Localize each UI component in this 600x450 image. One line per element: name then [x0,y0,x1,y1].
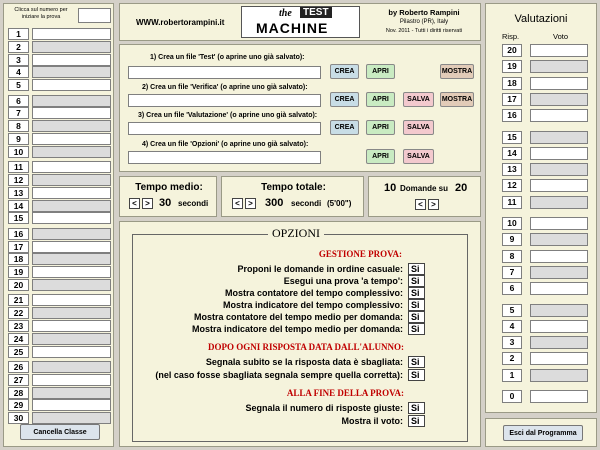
question-field[interactable] [32,161,111,173]
tempo-medio-increase[interactable]: > [142,198,153,209]
valutazione-apri-button[interactable]: APRI [366,120,395,135]
option-indicatore-complessivo-value[interactable]: Si [408,299,425,311]
voto-field[interactable] [530,233,588,246]
question-field[interactable] [32,266,111,278]
option-indicatore-medio-value[interactable]: Si [408,323,425,335]
domande-panel [368,176,481,217]
tempo-totale-increase[interactable]: > [245,198,256,209]
test-file-path[interactable] [128,66,321,79]
voto-field[interactable] [530,163,588,176]
question-number-button[interactable]: 15 [8,212,29,224]
risp-column-header: Risp. [502,32,520,41]
domande-decrease[interactable]: < [415,199,426,210]
tempo-totale-unit: secondi [291,199,322,208]
question-field[interactable] [32,253,111,265]
voto-field[interactable] [530,352,588,365]
score-label: 18 [502,77,522,90]
option-indicatore-complessivo-label: Mostra indicatore del tempo complessivo: [222,300,403,310]
question-number-button[interactable]: 14 [8,200,29,212]
question-number-button[interactable]: 8 [8,120,29,132]
tempo-totale-decrease[interactable]: < [232,198,243,209]
question-number-button[interactable]: 7 [8,107,29,119]
question-field[interactable] [32,361,111,373]
logo-machine: MACHINE [256,20,329,36]
question-field[interactable] [32,120,111,132]
opzioni-file-label: 4) Crea un file 'Opzioni' (o aprine uno già salvato): [142,141,309,148]
question-field[interactable] [32,212,111,224]
score-label: 11 [502,196,522,209]
valutazione-file-path[interactable] [128,122,321,135]
question-number-button[interactable]: 18 [8,253,29,265]
question-field[interactable] [32,279,111,291]
voto-field[interactable] [530,77,588,90]
copyright-line: Nov. 2011 - Tutti i diritti riservati [385,28,463,34]
question-number-button[interactable]: 21 [8,294,29,306]
score-label: 16 [502,109,522,122]
score-label: 0 [502,390,522,403]
question-field[interactable] [32,294,111,306]
score-label: 17 [502,93,522,106]
test-mostra-button[interactable]: MOSTRA [440,64,474,79]
clear-class-button[interactable]: Cancella Classe [20,424,100,440]
logo-test: TEST [300,7,332,18]
files-panel [119,44,481,172]
voto-field[interactable] [530,320,588,333]
score-label: 20 [502,44,522,57]
voto-field[interactable] [530,369,588,382]
question-field[interactable] [32,412,111,424]
option-indicatore-medio-label: Mostra indicatore del tempo medio per domanda: [191,324,403,334]
question-number-button[interactable]: 10 [8,146,29,158]
voto-field[interactable] [530,109,588,122]
verifica-file-label: 2) Crea un file 'Verifica' (o aprine uno già salvato): [142,84,308,91]
question-field[interactable] [32,228,111,240]
fine-heading: ALLA FINE DELLA PROVA: [286,388,404,398]
question-field[interactable] [32,133,111,145]
tempo-totale-panel [221,176,364,217]
option-contatore-complessivo-value[interactable]: Si [408,287,425,299]
voto-field[interactable] [530,179,588,192]
option-ordine-casuale-value[interactable]: Si [408,263,425,275]
question-field[interactable] [32,66,111,78]
voto-field[interactable] [530,266,588,279]
opzioni-title: OPZIONI [268,226,324,241]
score-label: 1 [502,369,522,382]
valutazione-file-label: 3) Crea un file 'Valutazione' (o aprine uno già salvato): [138,112,318,119]
exit-panel [485,418,597,447]
score-label: 4 [502,320,522,333]
voto-field[interactable] [530,44,588,57]
option-segnala-corretta-value[interactable]: Si [408,369,425,381]
question-field[interactable] [32,241,111,253]
voto-field[interactable] [530,217,588,230]
verifica-mostra-button[interactable]: MOSTRA [440,92,474,107]
option-ordine-casuale-label: Proponi le domande in ordine casuale: [237,264,403,274]
question-field[interactable] [32,307,111,319]
voto-field[interactable] [530,390,588,403]
question-number-button[interactable]: 2 [8,41,29,53]
valutazioni-title: Valutazioni [514,13,568,25]
question-number-button[interactable]: 23 [8,320,29,332]
question-number-button[interactable]: 1 [8,28,29,40]
score-label: 8 [502,250,522,263]
question-field[interactable] [32,79,111,91]
question-field[interactable] [32,41,111,53]
voto-column-header: Voto [553,32,569,41]
voto-field[interactable] [530,304,588,317]
valutazione-salva-button[interactable]: SALVA [403,120,434,135]
question-number-button[interactable]: 6 [8,95,29,107]
option-segnala-corretta-label: (nel caso fosse sbagliata segnala sempre quella corretta): [155,370,403,380]
question-number-button[interactable]: 30 [8,412,29,424]
domande-increase[interactable]: > [428,199,439,210]
question-number-button[interactable]: 28 [8,387,29,399]
question-number-button[interactable]: 22 [8,307,29,319]
voto-field[interactable] [530,196,588,209]
score-label: 15 [502,131,522,144]
option-contatore-medio-value[interactable]: Si [408,311,425,323]
domande-total: 20 [455,182,468,194]
tempo-totale-value: 300 [265,197,284,209]
voto-field[interactable] [530,250,588,263]
opzioni-panel [119,221,481,447]
option-prova-a-tempo-value[interactable]: Si [408,275,425,287]
score-label: 6 [502,282,522,295]
question-field[interactable] [32,320,111,332]
question-number-button[interactable]: 19 [8,266,29,278]
question-field[interactable] [32,107,111,119]
domande-count: 10 [384,182,397,194]
option-risposte-giuste-value[interactable]: Si [408,402,425,414]
option-contatore-medio-label: Mostra contatore del tempo medio per domanda: [193,312,403,322]
question-number-button[interactable]: 20 [8,279,29,291]
option-segnala-sbagliata-value[interactable]: Si [408,356,425,368]
verifica-file-path[interactable] [128,94,321,107]
question-number-button[interactable]: 11 [8,161,29,173]
logo-the: the [279,8,292,19]
question-field[interactable] [32,54,111,66]
tempo-totale-minutes: (5'00") [327,199,352,208]
tempo-totale-label: Tempo totale: [261,182,326,193]
tempo-medio-decrease[interactable]: < [129,198,140,209]
verifica-crea-button[interactable]: CREA [330,92,359,107]
question-number-button[interactable]: 29 [8,399,29,411]
question-field[interactable] [32,399,111,411]
gestione-heading: GESTIONE PROVA: [318,249,402,259]
exit-program-button[interactable]: Esci dal Programma [503,425,583,441]
question-field[interactable] [32,374,111,386]
valutazione-crea-button[interactable]: CREA [330,120,359,135]
score-label: 3 [502,336,522,349]
voto-field[interactable] [530,93,588,106]
test-crea-button[interactable]: CREA [330,64,359,79]
question-number-button[interactable]: 9 [8,133,29,145]
opzioni-salva-button[interactable]: SALVA [403,149,434,164]
score-label: 9 [502,233,522,246]
score-label: 19 [502,60,522,73]
website-link[interactable]: WWW.robertorampini.it [136,18,225,27]
question-list-panel [3,3,114,447]
score-label: 10 [502,217,522,230]
score-label: 5 [502,304,522,317]
voto-field[interactable] [530,282,588,295]
valutazioni-panel [485,3,597,413]
question-field[interactable] [32,346,111,358]
option-prova-a-tempo-label: Esegui una prova 'a tempo': [283,276,403,286]
question-field[interactable] [32,333,111,345]
tempo-medio-panel [119,176,217,217]
question-field[interactable] [32,200,111,212]
header-panel [119,3,481,41]
student-name-field[interactable] [78,8,111,23]
score-label: 2 [502,352,522,365]
question-number-button[interactable]: 4 [8,66,29,78]
question-number-button[interactable]: 25 [8,346,29,358]
tempo-medio-value: 30 [159,197,172,209]
question-field[interactable] [32,387,111,399]
question-number-button[interactable]: 13 [8,187,29,199]
question-number-button[interactable]: 26 [8,361,29,373]
option-voto-value[interactable]: Si [408,415,425,427]
score-label: 12 [502,179,522,192]
option-contatore-complessivo-label: Mostra contatore del tempo complessivo: [224,288,403,298]
question-field[interactable] [32,146,111,158]
domande-text: Domande su [400,184,449,193]
instructions-text: Clicca sul numero per iniziare la prova [14,7,68,20]
author-line: by Roberto Rampini [388,8,460,17]
question-field[interactable] [32,95,111,107]
question-number-button[interactable]: 12 [8,174,29,186]
location-line: Pilastro (PR), Italy [399,19,449,25]
question-number-button[interactable]: 27 [8,374,29,386]
option-segnala-sbagliata-label: Segnala subito se la risposta data è sbagliata: [205,357,403,367]
question-field[interactable] [32,187,111,199]
question-number-button[interactable]: 5 [8,79,29,91]
question-number-button[interactable]: 3 [8,54,29,66]
tempo-medio-unit: secondi [178,199,209,208]
dopo-heading: DOPO OGNI RISPOSTA DATA DALL'ALUNNO: [207,342,404,352]
question-number-button[interactable]: 17 [8,241,29,253]
question-field[interactable] [32,174,111,186]
option-voto-label: Mostra il voto: [341,416,403,426]
opzioni-file-path[interactable] [128,151,321,164]
question-field[interactable] [32,28,111,40]
logo [241,6,360,38]
voto-field[interactable] [530,131,588,144]
verifica-salva-button[interactable]: SALVA [403,92,434,107]
test-apri-button[interactable]: APRI [366,64,395,79]
question-number-button[interactable]: 24 [8,333,29,345]
voto-field[interactable] [530,60,588,73]
verifica-apri-button[interactable]: APRI [366,92,395,107]
score-label: 13 [502,163,522,176]
voto-field[interactable] [530,147,588,160]
score-label: 14 [502,147,522,160]
score-label: 7 [502,266,522,279]
tempo-medio-label: Tempo medio: [135,182,203,193]
voto-field[interactable] [530,336,588,349]
opzioni-apri-button[interactable]: APRI [366,149,395,164]
test-file-label: 1) Crea un file 'Test' (o aprine uno già salvato): [150,54,305,61]
option-risposte-giuste-label: Segnala il numero di risposte giuste: [245,403,403,413]
question-number-button[interactable]: 16 [8,228,29,240]
